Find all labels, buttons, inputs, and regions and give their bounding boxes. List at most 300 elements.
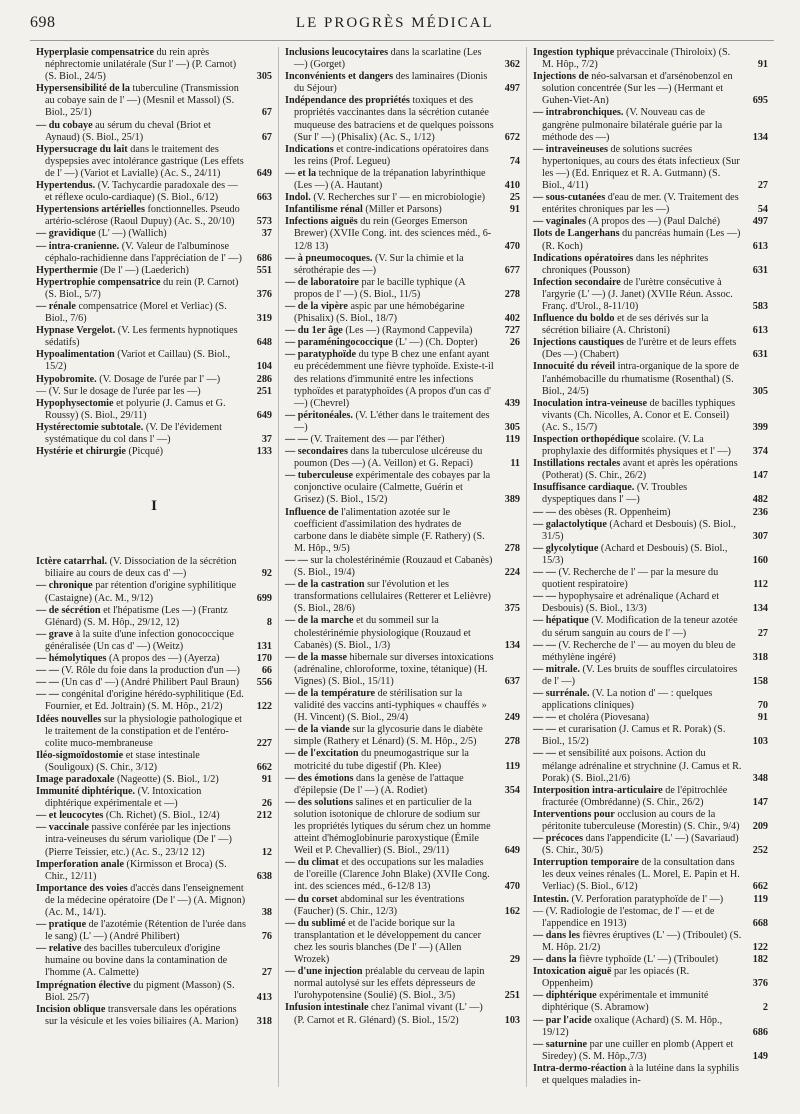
index-entry bbox=[533, 930, 768, 954]
entry-text bbox=[533, 894, 742, 906]
entry-text bbox=[533, 990, 742, 1014]
index-entry bbox=[36, 677, 272, 689]
entry-text bbox=[285, 894, 494, 918]
index-entry bbox=[533, 216, 768, 228]
entry-text bbox=[285, 192, 494, 204]
entry-description: prévaccinale (Thiroloix) (S. M. Hôp., 7/2) bbox=[542, 47, 731, 71]
entry-description: à la suite d'une infection gonococcique généralisée (Un cas d' —) (Weitz) bbox=[45, 628, 234, 652]
entry-page-number: 677 bbox=[504, 264, 520, 276]
entry-heading: — paraméningococcique bbox=[285, 337, 393, 349]
entry-heading: Insuffisance cardiaque. bbox=[533, 482, 635, 494]
entry-heading: — — bbox=[36, 665, 59, 677]
entry-text bbox=[36, 919, 246, 943]
entry-page-number: 8 bbox=[266, 616, 272, 628]
index-entry bbox=[285, 434, 520, 446]
entry-description: intra-organique de la spore de l'anhémobacille du rhumatisme (Rosenthal) (S. Biol., 24/5) bbox=[542, 361, 740, 397]
entry-heading: Imprégnation élective bbox=[36, 979, 131, 991]
entry-page-number: 11 bbox=[510, 458, 520, 470]
entry-heading: Interruption temporaire bbox=[533, 857, 639, 869]
entry-text bbox=[36, 653, 246, 665]
entry-description: sur la physiologie pathologique et le traitement de la constipation et de l'entéro-colite muco-membraneuse bbox=[45, 713, 242, 749]
entry-heading: — surrénale. bbox=[533, 687, 590, 699]
entry-page-number: 104 bbox=[256, 361, 272, 373]
entry-heading: — relative bbox=[36, 943, 82, 955]
entry-description: et du sommeil sur la cholestérinémie physiologique (Rouzaud et Cabanès) (S. Biol., 1/3) bbox=[294, 615, 471, 651]
entry-heading: Idées nouvelles bbox=[36, 713, 102, 725]
entry-heading: Inconvénients et dangers bbox=[285, 71, 394, 83]
index-entry bbox=[533, 192, 768, 216]
index-entry bbox=[285, 773, 520, 797]
entry-heading: Inoculation intra-veineuse bbox=[533, 397, 648, 409]
entry-page-number: 92 bbox=[261, 568, 272, 580]
index-entry bbox=[36, 301, 272, 325]
entry-page-number: 134 bbox=[504, 639, 520, 651]
index-entry bbox=[36, 422, 272, 446]
index-entry bbox=[36, 919, 272, 943]
entry-page-number: 410 bbox=[504, 180, 520, 192]
entry-page-number: 305 bbox=[256, 71, 272, 83]
entry-description: (Un cas d' —) (André Philibert Paul Braun) bbox=[58, 677, 239, 689]
entry-description: (A propos des —) (Paul Dalché) bbox=[585, 216, 721, 228]
index-entry bbox=[285, 470, 520, 506]
entry-page-number: 305 bbox=[504, 421, 520, 433]
entry-text bbox=[285, 337, 494, 349]
index-entry bbox=[36, 386, 272, 398]
entry-page-number: 662 bbox=[752, 881, 768, 893]
entry-page-number: 251 bbox=[504, 990, 520, 1002]
entry-description: — (V. Radiologie de l'estomac, de l' — et de l'appendice en 1913) bbox=[533, 905, 715, 929]
entry-page-number: 29 bbox=[509, 954, 520, 966]
entry-heading: — — bbox=[36, 689, 59, 701]
entry-heading: — glycolytique bbox=[533, 542, 599, 554]
entry-page-number: 663 bbox=[256, 192, 272, 204]
entry-page-number: 67 bbox=[261, 107, 272, 119]
entry-description: chez l'animal vivant (L' —) (P. Carnot et R. Glénard) (S. Biol., 15/2) bbox=[294, 1002, 483, 1026]
index-entry bbox=[533, 894, 768, 906]
entry-description: (V. De l'évidement systématique du col dans l' —) bbox=[45, 421, 222, 445]
entry-text bbox=[533, 640, 742, 664]
index-entry bbox=[285, 216, 520, 252]
entry-page-number: 613 bbox=[752, 325, 768, 337]
entry-text bbox=[36, 822, 246, 858]
entry-page-number: 399 bbox=[752, 421, 768, 433]
index-entry bbox=[36, 883, 272, 919]
entry-page-number: 551 bbox=[256, 264, 272, 276]
entry-heading: Hystérectomie subtotale. bbox=[36, 421, 144, 433]
entry-heading: — grave bbox=[36, 628, 74, 640]
index-entry bbox=[533, 966, 768, 990]
entry-text bbox=[533, 277, 742, 313]
entry-page-number: 374 bbox=[752, 446, 768, 458]
entry-heading: — du cobaye bbox=[36, 119, 93, 131]
entry-heading: Inclusions leucocytaires bbox=[285, 47, 389, 58]
entry-text bbox=[36, 204, 246, 228]
index-entry bbox=[285, 410, 520, 434]
entry-page-number: 76 bbox=[261, 931, 272, 943]
entry-page-number: 122 bbox=[256, 701, 272, 713]
entry-text bbox=[285, 470, 494, 506]
entry-page-number: 672 bbox=[504, 131, 520, 143]
index-entry bbox=[285, 95, 520, 143]
index-entry bbox=[36, 349, 272, 373]
index-entry bbox=[36, 750, 272, 774]
entry-description: du pneumogastrique sur la motricité du tube digestif (Ph. Klee) bbox=[294, 748, 469, 772]
entry-description: et contre-indications opératoires dans les reins (Prof. Legueu) bbox=[294, 143, 489, 167]
entry-description: et sensibilité aux poisons. Action du mélange adrénaline et strychnine (J. Camus et R. Porak) (S. Biol.,21/6) bbox=[542, 748, 742, 784]
index-entry bbox=[533, 482, 768, 506]
entry-heading: Hypertrophie compensatrice bbox=[36, 276, 161, 288]
entry-description: (Kirmisson et Broca) (S. Chir., 12/11) bbox=[45, 858, 227, 882]
entry-description: de l'urètre et de leurs effets (Des —) (Chabert) bbox=[542, 337, 737, 361]
entry-page-number: 67 bbox=[261, 131, 272, 143]
entry-description: (V. Troubles dyspeptiques dans l' —) bbox=[542, 482, 688, 506]
entry-description: du type B chez une enfant ayant eu précédemment une fièvre typhoïde. Existe-t-il des relations d'immunité entre les infections typhoïdes et paratyphoïdes (A propos d'un cas d' —) (Chevrel) bbox=[294, 349, 494, 409]
entry-page-number: 91 bbox=[757, 712, 768, 724]
index-entry bbox=[36, 374, 272, 386]
entry-text bbox=[36, 605, 246, 629]
index-entry bbox=[36, 810, 272, 822]
index-entry bbox=[533, 507, 768, 519]
entry-description: occlusion au cours de la péritonite tuberculeuse (Morestin) (S. Chir., 9/4) bbox=[542, 808, 740, 832]
entry-text bbox=[285, 71, 494, 95]
entry-page-number: 131 bbox=[256, 640, 272, 652]
entry-heading: — galactolytique bbox=[533, 518, 607, 530]
entry-heading: — du sublimé bbox=[285, 917, 346, 929]
entry-page-number: 74 bbox=[509, 155, 520, 167]
entry-page-number: 662 bbox=[256, 761, 272, 773]
entry-heading: — diphtérique bbox=[533, 990, 597, 1002]
entry-description: oxalique (Achard) (S. M. Hôp., 19/12) bbox=[542, 1014, 723, 1038]
entry-heading: — de la température bbox=[285, 687, 376, 699]
entry-text bbox=[533, 47, 742, 71]
entry-description: (Nageotte) (S. Biol., 1/2) bbox=[114, 773, 219, 785]
entry-heading: — — bbox=[285, 434, 308, 445]
index-column-right bbox=[526, 47, 774, 1087]
entry-page-number: 252 bbox=[752, 845, 768, 857]
index-entry bbox=[285, 277, 520, 301]
entry-text bbox=[533, 724, 742, 748]
entry-heading: Hypobromite. bbox=[36, 373, 97, 385]
index-entry bbox=[36, 180, 272, 204]
entry-heading: Hypersucrage du lait bbox=[36, 143, 128, 155]
index-entry bbox=[36, 943, 272, 979]
entry-heading: Incision oblique bbox=[36, 1003, 106, 1015]
entry-page-number: 158 bbox=[752, 675, 768, 687]
entry-page-number: 27 bbox=[757, 627, 768, 639]
entry-heading: — des émotions bbox=[285, 772, 354, 784]
entry-text bbox=[285, 748, 494, 772]
entry-text bbox=[285, 47, 494, 71]
entry-page-number: 26 bbox=[509, 337, 520, 349]
entry-heading: — de l'excitation bbox=[285, 748, 359, 760]
entry-description: transversale dans les opérations sur la vésicule et les voies biliaires (A. Marion) bbox=[45, 1003, 239, 1027]
entry-heading: — du corset bbox=[285, 893, 338, 905]
entry-page-number: 119 bbox=[505, 434, 520, 445]
index-entry bbox=[36, 629, 272, 653]
entry-heading: Infection secondaire bbox=[533, 276, 621, 288]
entry-page-number: 631 bbox=[752, 349, 768, 361]
entry-description: (V. Perforation paratyphoïde de l' —) bbox=[568, 893, 724, 905]
index-entry bbox=[285, 966, 520, 1002]
entry-text bbox=[533, 458, 742, 482]
entry-description: (L' —) (Wallich) bbox=[95, 228, 167, 240]
entry-heading: — d'une injection bbox=[285, 966, 363, 978]
entry-description: et l'hépatisme (Les —) (Frantz Glénard) (S. M. Hôp., 29/12, 12) bbox=[45, 604, 228, 628]
entry-description: au sérum du cheval (Briot et Aynaud) (S. Biol., 25/1) bbox=[45, 119, 211, 143]
entry-heading: — saturnine bbox=[533, 1038, 588, 1050]
index-entry bbox=[36, 277, 272, 301]
index-entry bbox=[285, 337, 520, 349]
entry-heading: — et la bbox=[285, 167, 317, 179]
entry-page-number: 583 bbox=[752, 300, 768, 312]
entry-text bbox=[533, 615, 742, 639]
entry-description: dans la scarlatine (Les —) (Gorget) bbox=[294, 47, 482, 71]
entry-text bbox=[285, 1002, 494, 1026]
entry-description: dans le traitement des dyspepsies avec intolérance gastrique (Les effets de l' —) (Variot et Lavialle) (Ac. S., 24/11) bbox=[45, 143, 244, 179]
entry-text bbox=[285, 918, 494, 966]
index-entry bbox=[36, 1004, 272, 1028]
entry-heading: Hypophysectomie bbox=[36, 397, 114, 409]
index-entry bbox=[36, 120, 272, 144]
entry-text bbox=[36, 1004, 246, 1028]
entry-description: (Les —) (Raymond Cappevila) bbox=[342, 325, 473, 337]
entry-description: du rein (Georges Emerson Brewer) (XVIIe Cong. int. des sciences méd., 6-12/8 13) bbox=[294, 216, 492, 252]
entry-page-number: 375 bbox=[504, 603, 520, 615]
index-entry bbox=[533, 712, 768, 724]
index-entry bbox=[533, 615, 768, 639]
index-entry bbox=[533, 144, 768, 192]
entry-page-number: 133 bbox=[256, 446, 272, 458]
entry-page-number: 278 bbox=[504, 736, 520, 748]
entry-page-number: 389 bbox=[504, 494, 520, 506]
entry-text bbox=[285, 652, 494, 688]
index-entry bbox=[36, 144, 272, 180]
index-entry bbox=[36, 204, 272, 228]
entry-description: abdominal sur les éventrations (Faucher) (S. Chir., 12/3) bbox=[294, 893, 465, 917]
entry-page-number: 103 bbox=[504, 1014, 520, 1026]
index-entry bbox=[285, 446, 520, 470]
entry-text bbox=[285, 579, 494, 615]
index-entry bbox=[533, 785, 768, 809]
entry-text bbox=[533, 107, 742, 143]
entry-text bbox=[36, 398, 246, 422]
entry-page-number: 695 bbox=[752, 95, 768, 107]
entry-description: du pigment (Masson) (S. Biol. 25/7) bbox=[45, 979, 235, 1003]
entry-text bbox=[533, 71, 742, 107]
entry-page-number: 249 bbox=[504, 712, 520, 724]
entry-page-number: 497 bbox=[752, 216, 768, 228]
entry-page-number: 160 bbox=[752, 554, 768, 566]
entry-text bbox=[36, 883, 246, 919]
entry-heading: — de la vipère bbox=[285, 300, 348, 312]
entry-description: (Variot et Caillau) (S. Biol., 15/2) bbox=[45, 349, 231, 373]
entry-description: (De l' —) (Laederich) bbox=[97, 264, 189, 276]
index-entry bbox=[285, 797, 520, 857]
entry-page-number: 103 bbox=[752, 736, 768, 748]
entry-heading: Intestin. bbox=[533, 893, 569, 905]
entry-description: (V. Tachycardie paradoxale des — et réflexe oculo-cardiaque) (S. Biol., 6/12) bbox=[45, 180, 238, 204]
index-entry bbox=[36, 228, 272, 240]
entry-page-number: 25 bbox=[509, 192, 520, 204]
entry-page-number: 27 bbox=[261, 967, 272, 979]
index-entry bbox=[533, 253, 768, 277]
entry-heading: — dans la bbox=[533, 954, 577, 966]
entry-description: par les opiacés (R. Oppenheim) bbox=[542, 966, 690, 990]
index-entry bbox=[533, 277, 768, 313]
entry-description: dans la tuberculose ulcéreuse du poumon (Des —) (A. Veillon) et G. Repaci) bbox=[294, 446, 483, 470]
index-entry bbox=[285, 724, 520, 748]
entry-description: sur la cholestérinémie (Rouzaud et Cabanès) (S. Biol., 19/4) bbox=[294, 554, 493, 579]
entry-text bbox=[533, 567, 742, 591]
entry-text bbox=[533, 930, 742, 954]
entry-text bbox=[36, 714, 246, 750]
entry-text bbox=[533, 253, 742, 277]
entry-page-number: 134 bbox=[752, 131, 768, 143]
index-entry bbox=[533, 47, 768, 71]
entry-heading: — de la castration bbox=[285, 579, 365, 591]
entry-description: (V. Recherches sur l' — en microbiologie) bbox=[310, 192, 486, 204]
entry-heading: Hypertensions artérielles bbox=[36, 204, 145, 216]
entry-page-number: 251 bbox=[256, 385, 272, 397]
entry-heading: — de la marche bbox=[285, 615, 354, 627]
entry-page-number: 413 bbox=[256, 991, 272, 1003]
entry-description: à la lutéine dans la syphilis et quelques maladies in- bbox=[542, 1062, 739, 1086]
entry-description: hibernale sur diverses intoxications (adrénaline, chloroforme, toxine, tétanique) (H. Vignes) (S. Biol., 15/11) bbox=[294, 651, 494, 687]
entry-text bbox=[533, 337, 742, 361]
entry-page-number: 182 bbox=[752, 954, 768, 966]
entry-heading: Injections caustiques bbox=[533, 337, 624, 349]
entry-text bbox=[533, 482, 742, 506]
entry-text bbox=[36, 677, 246, 689]
entry-heading: Indol. bbox=[285, 192, 311, 204]
entry-heading: — sous-cutanées bbox=[533, 192, 606, 204]
entry-text bbox=[36, 665, 246, 677]
entry-description: (V. Les bruits de souffles circulatoires de l' —) bbox=[542, 663, 738, 687]
entry-description: (V. Nouveau cas de gangrène pulmonaire bilatérale guérie par la méthode des —) bbox=[542, 107, 723, 143]
index-entry bbox=[533, 688, 768, 712]
index-column-middle bbox=[278, 47, 526, 1087]
entry-text bbox=[285, 446, 494, 470]
entry-description: dans l'appendicite (L' —) (Savariaud) (S. Chir., 30/5) bbox=[542, 833, 739, 857]
entry-description: du pancréas humain (Les —) (R. Koch) bbox=[542, 228, 741, 252]
entry-page-number: 482 bbox=[752, 494, 768, 506]
entry-heading: Indications bbox=[285, 143, 334, 155]
entry-text bbox=[36, 265, 246, 277]
entry-heading: — des solutions bbox=[285, 796, 353, 808]
entry-text bbox=[36, 422, 246, 446]
entry-text bbox=[533, 688, 742, 712]
entry-description: du rein après néphrectomie unilatérale (Sur l' —) (P. Carnot) (S. Biol., 24/5) bbox=[45, 47, 237, 83]
entry-description: avant et après les opérations (Potherat) (S. Chir., 26/2) bbox=[542, 458, 738, 482]
entry-page-number: 497 bbox=[504, 83, 520, 95]
entry-text bbox=[285, 216, 494, 252]
index-entry bbox=[285, 325, 520, 337]
index-entry bbox=[36, 265, 272, 277]
index-entry bbox=[36, 859, 272, 883]
entry-page-number: 66 bbox=[261, 665, 272, 677]
index-entry bbox=[285, 192, 520, 204]
index-column-left bbox=[30, 47, 278, 1087]
entry-page-number: 209 bbox=[752, 821, 768, 832]
entry-page-number: 470 bbox=[504, 240, 520, 252]
entry-description: et polyurie (J. Camus et G. Roussy) (S. Biol., 29/11) bbox=[45, 397, 226, 421]
index-entry bbox=[285, 168, 520, 192]
entry-page-number: 402 bbox=[504, 313, 520, 325]
entry-text bbox=[533, 785, 742, 809]
entry-heading: Interposition intra-articulaire bbox=[533, 784, 663, 796]
entry-page-number: 649 bbox=[256, 167, 272, 179]
index-entry bbox=[36, 786, 272, 810]
entry-text bbox=[36, 580, 246, 604]
entry-page-number: 699 bbox=[256, 592, 272, 604]
entry-heading: — de laboratoire bbox=[285, 276, 359, 288]
entry-text bbox=[36, 349, 246, 373]
entry-page-number: 278 bbox=[504, 542, 520, 554]
entry-heading: — — bbox=[533, 591, 556, 603]
index-entry bbox=[285, 507, 520, 555]
entry-text bbox=[285, 857, 494, 893]
entry-description: (Achard et Desbouis) (S. Biol., 31/5) bbox=[542, 518, 736, 542]
entry-description: de l'azotémie (Rétention de l'urée dans le sang) (L' —) (André Philibert) bbox=[45, 919, 246, 943]
entry-description: sur la glycosurie dans le diabète simple (Rathery et Lénard) (S. M. Hôp., 2/5) bbox=[294, 724, 483, 748]
entry-description: (V. L'éther dans le traitement des —) bbox=[294, 409, 490, 433]
index-entry bbox=[36, 47, 272, 83]
entry-heading: — dans les bbox=[533, 929, 580, 941]
entry-heading: Hyperplasie compensatrice bbox=[36, 47, 154, 58]
entry-description: congénital d'origine hérédo-syphilitique (Ed. Fournier, et Ed. Joltrain) (S. M. Hôp., 21/2) bbox=[45, 689, 244, 713]
entry-description: et de l'acide borique sur la transplantation et le développement du cancer chez les souris blanches (De l' —) (Allen Wrozek) bbox=[294, 917, 481, 966]
entry-description: (V. Intoxication diphtérique expérimentale et —) bbox=[45, 786, 202, 810]
index-entry bbox=[36, 241, 272, 265]
entry-description: des laminaires (Dionis du Séjour) bbox=[294, 71, 488, 95]
entry-description: (Picqué) bbox=[125, 446, 164, 458]
entry-heading: Ilots de Langerhans bbox=[533, 228, 620, 240]
entry-heading: Indépendance des propriétés bbox=[285, 95, 410, 107]
entry-heading: Hypnase Vergelot. bbox=[36, 325, 116, 337]
entry-heading: — péritonéales. bbox=[285, 409, 353, 421]
index-entry bbox=[533, 990, 768, 1014]
index-entry bbox=[533, 809, 768, 833]
entry-page-number: 556 bbox=[256, 677, 272, 689]
entry-description: (V. Recherche de l' — par la mesure du quotient respiratoire) bbox=[542, 567, 719, 591]
index-entry bbox=[285, 349, 520, 409]
index-entry bbox=[285, 688, 520, 724]
entry-heading: Hystérie et chirurgie bbox=[36, 446, 126, 458]
entry-description: de stérilisation sur la validité des vaccins anti-typhiques « chauffés » (H. Vincent) (S. Biol., 29/4) bbox=[294, 687, 487, 724]
entry-description: d'eau de mer. (V. Traitement des entérites chroniques par les —) bbox=[542, 192, 739, 216]
entry-description: d'accès dans l'enseignement de la médecine opératoire (De l' —) (A. Mignon) (Ac. M., 14/1). bbox=[45, 882, 246, 918]
entry-description: dans la genèse de l'attaque d'épilepsie (De l' —) (A. Rodiet) bbox=[294, 772, 464, 796]
entry-description: (L' —) (Ch. Dopter) bbox=[392, 337, 478, 349]
entry-heading: — rénale bbox=[36, 300, 76, 312]
entry-description: fièvre typhoïde (L' —) (Triboulet) bbox=[576, 954, 719, 966]
index-entry bbox=[533, 434, 768, 458]
index-entry bbox=[285, 748, 520, 772]
entry-page-number: 439 bbox=[504, 397, 520, 409]
entry-page-number: 649 bbox=[504, 845, 520, 857]
entry-description: (V. Traitement des — par l'éther) bbox=[307, 434, 445, 445]
entry-heading: — — bbox=[533, 567, 556, 579]
entry-text bbox=[533, 543, 742, 567]
index-entry bbox=[533, 833, 768, 857]
entry-heading: — hépatique bbox=[533, 615, 589, 627]
entry-page-number: 727 bbox=[504, 325, 520, 337]
entry-heading: Hypertendus. bbox=[36, 180, 96, 192]
entry-page-number: 648 bbox=[256, 337, 272, 349]
entry-description: du rein (P. Carnot) (S. Biol., 5/7) bbox=[45, 276, 239, 300]
entry-description: tuberculine (Transmission au cobaye sain de l' —) (Mesnil et Massol) (S. Biol., 25/1) bbox=[45, 83, 239, 119]
index-entry bbox=[36, 580, 272, 604]
